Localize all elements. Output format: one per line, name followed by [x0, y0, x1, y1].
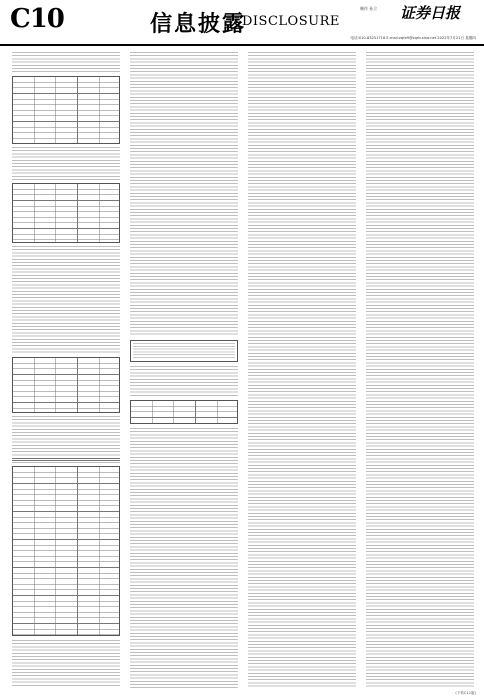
data-table — [130, 340, 238, 362]
data-table — [130, 400, 238, 424]
data-table — [12, 357, 120, 413]
editor-line: 制作 孙立 — [360, 6, 378, 11]
text-block — [130, 428, 238, 688]
section-title-english: DISCLOSURE — [242, 14, 340, 29]
text-block — [12, 640, 120, 688]
data-table — [12, 183, 120, 243]
continuation-note: (下转C11版) — [455, 691, 476, 695]
masthead — [0, 0, 484, 46]
text-block — [248, 52, 356, 688]
text-block — [12, 52, 120, 74]
text-block — [130, 366, 238, 396]
contact-date-line: 电话:010-83251716 E-mail:zqrb9@zqrb.sina.net 2022年7月21日 星期四 — [350, 36, 476, 40]
data-table — [12, 76, 120, 144]
column-1 — [12, 52, 120, 688]
text-block — [12, 147, 120, 181]
section-title: 信息披露 — [150, 11, 247, 37]
text-block — [366, 52, 474, 688]
page-number: C10 — [10, 4, 64, 34]
text-block — [12, 246, 120, 354]
data-table — [12, 466, 120, 636]
table-caption — [12, 458, 120, 463]
text-block — [12, 416, 120, 456]
column-4 — [366, 52, 474, 688]
text-block — [130, 52, 238, 336]
article-body — [12, 52, 476, 692]
column-3 — [248, 52, 356, 688]
column-2 — [130, 52, 238, 688]
newspaper-logo: 证券日报 — [400, 4, 461, 22]
